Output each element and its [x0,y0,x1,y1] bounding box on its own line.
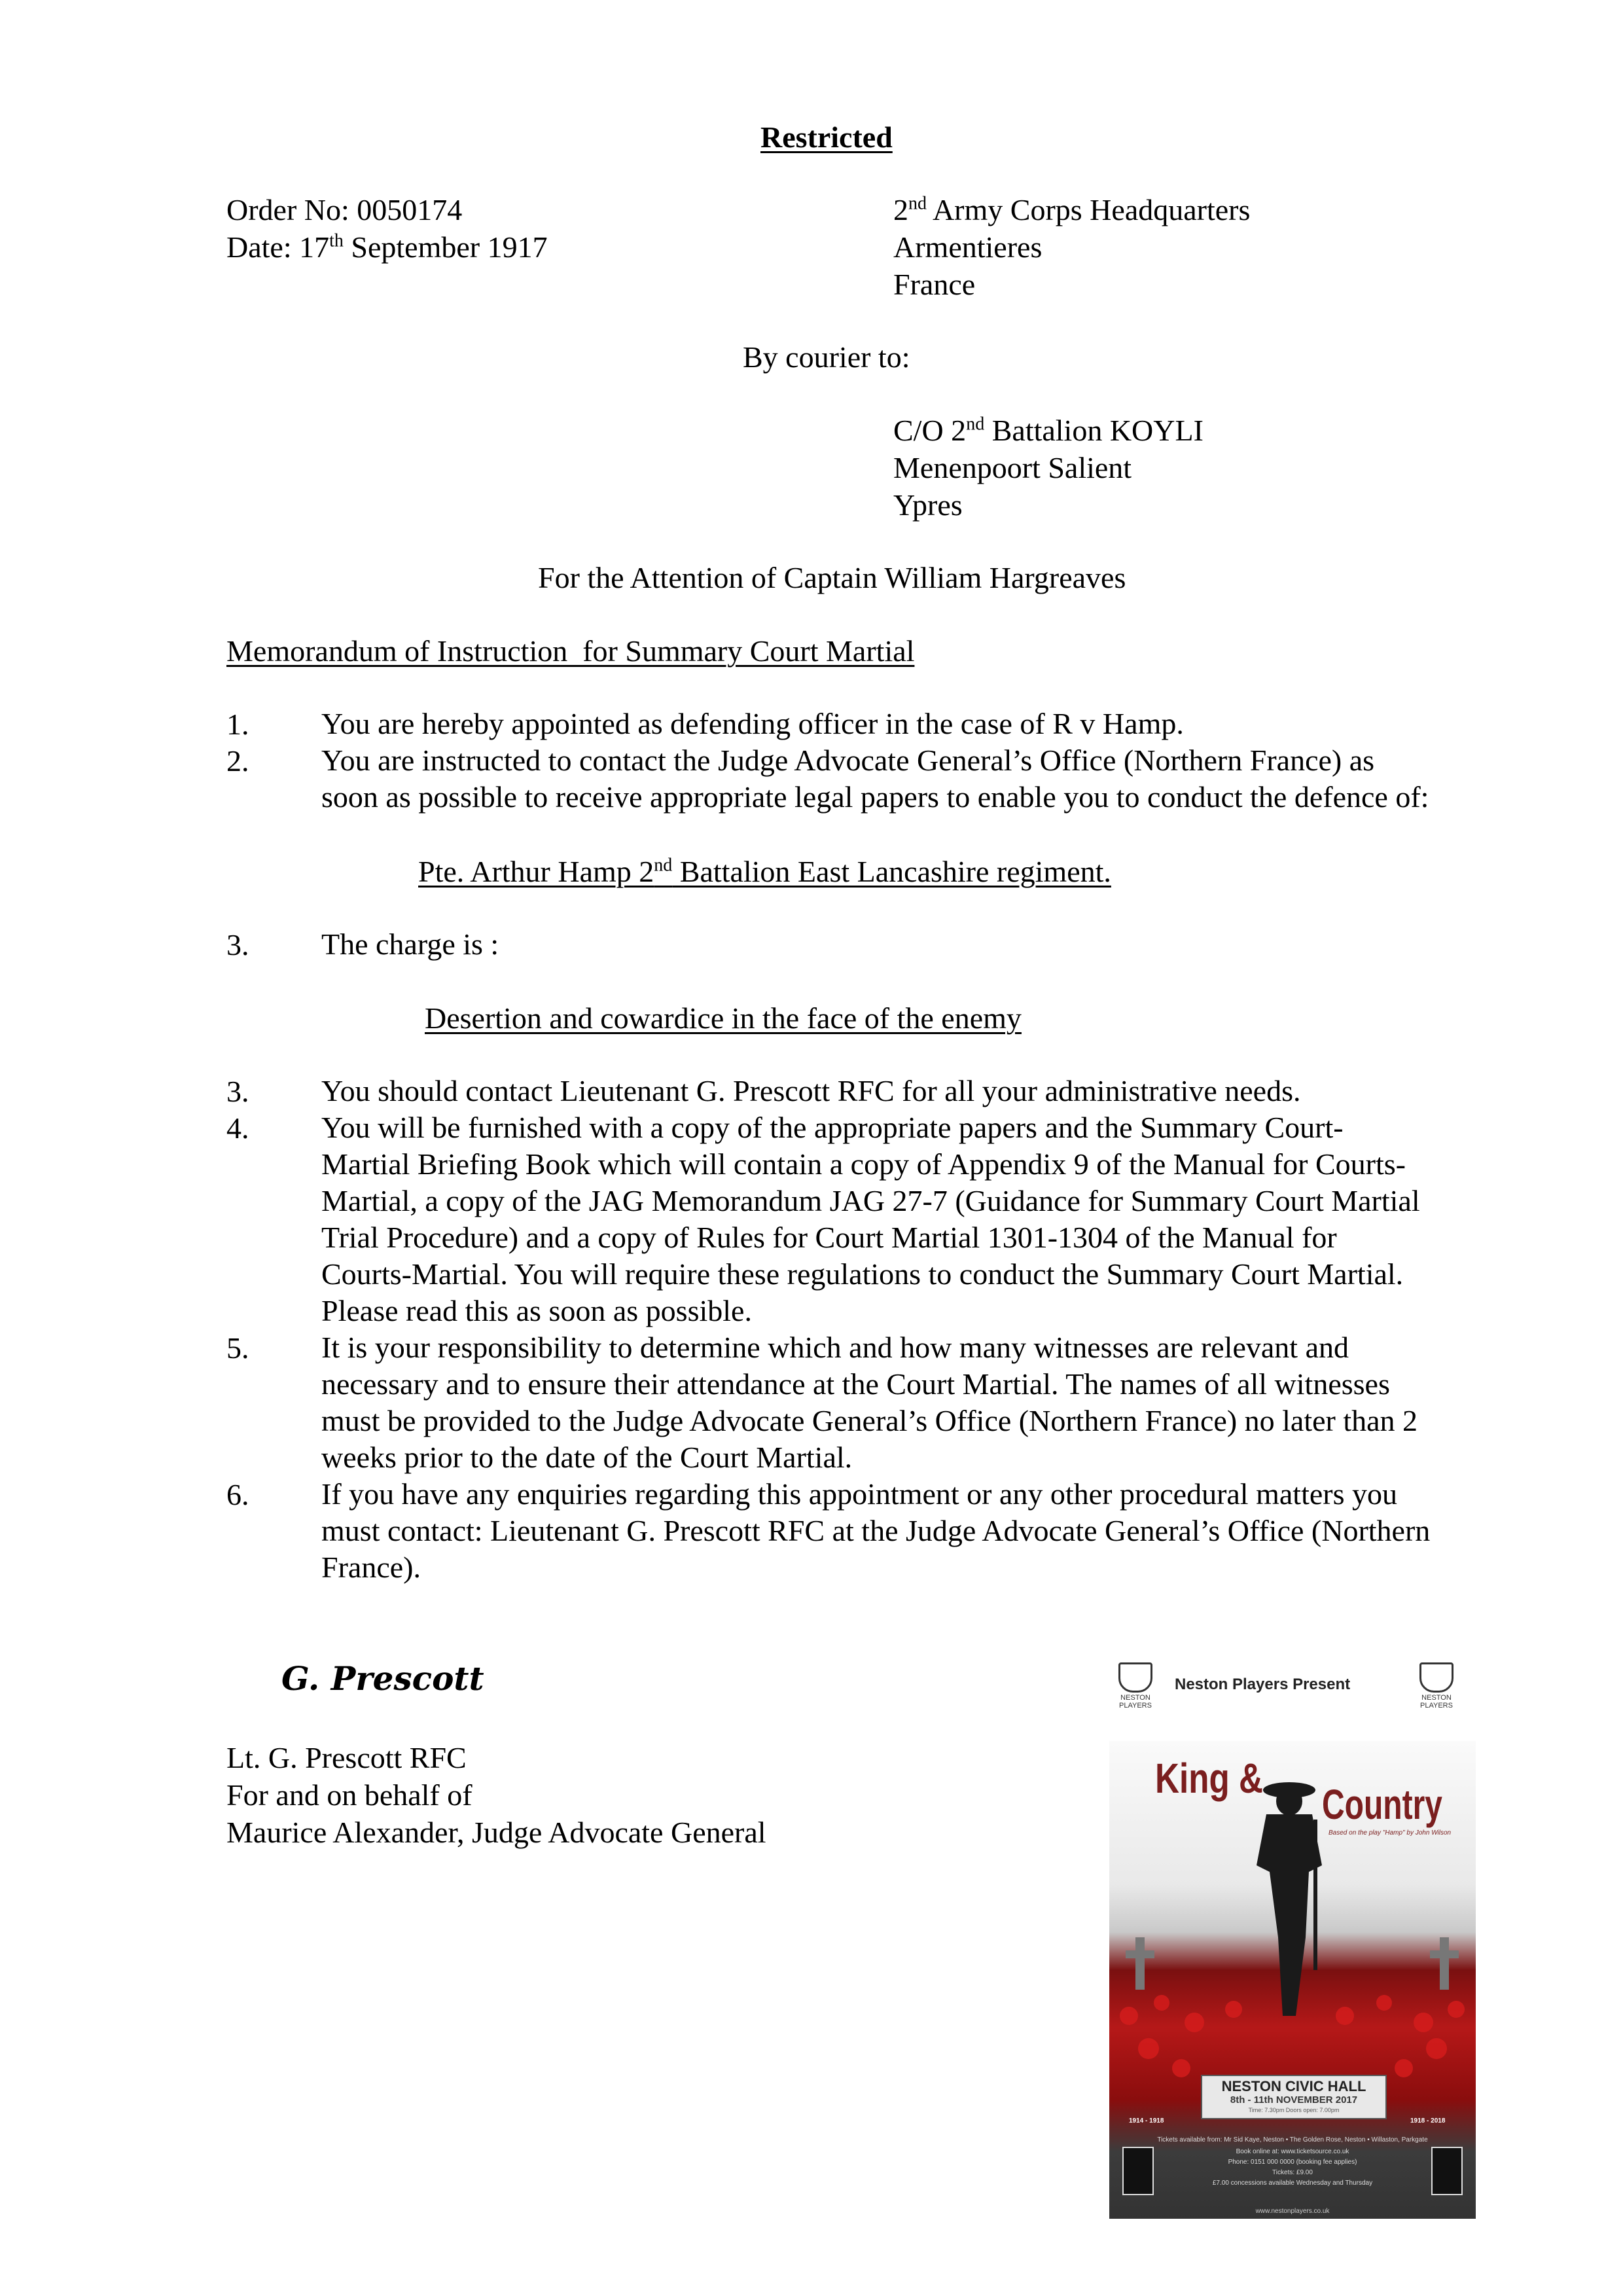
charge-text: Desertion and cowardice in the face of the enemy [425,1001,1022,1035]
memo-title: Memorandum of Instruction for Summary Court Martial [226,634,915,668]
instruction-item-1 [226,706,1437,745]
poster-title-king: King & [1155,1755,1263,1802]
poster-tickets-info: Tickets available from: Mr Sid Kaye, Neston • The Golden Rose, Neston • Willaston, Parkgate [1157,2136,1428,2144]
item-text: It is your responsibility to determine which and how many witnesses are relevant and necessary and to ensure their attendance at the Court Martial. The names of all witnesses must be provided to the Judge Advocate General’s Office (Northern France) no later than 2 weeks prior to the date of the Court Martial. [321,1331,1418,1474]
recipient-address [893,412,1204,524]
poster-price: Tickets: £9.00 [1272,2169,1313,2176]
item-number: 2. [226,744,249,778]
poster-times: Time: 7.30pm Doors open: 7.00pm [1248,2107,1340,2113]
poster-website: www.nestonplayers.co.uk [1255,2208,1330,2215]
charge-item [226,926,1437,965]
poster-years-left: 1914 - 1918 [1129,2117,1164,2125]
item-text: You are instructed to contact the Judge Advocate General’s Office (Northern France) as soon as possible to receive appropriate legal papers to enable you to conduct the defence of: [321,744,1429,814]
poster-online: Book online at: www.ticketsource.co.uk [1236,2148,1349,2155]
order-date: Date: 17th September 1917 [226,230,548,264]
signatory-principal: Maurice Alexander, Judge Advocate General [226,1816,766,1849]
poster-venue: NESTON CIVIC HALL [1221,2078,1366,2094]
instruction-item-3 [226,1073,1437,1112]
sender-address [893,191,1250,303]
recipient-address-line-2: Menenpoort Salient [893,451,1132,484]
poster-phone: Phone: 0151 000 0000 (booking fee applies) [1228,2159,1357,2166]
recipient-address-line-1: C/O 2nd Battalion KOYLI [893,414,1204,447]
poster-presenter: Neston Players Present [1175,1676,1351,1693]
poster-artwork [1109,1741,1476,2219]
theatre-mask-icon: NESTON PLAYERS [1417,1662,1456,1715]
courier-line: By courier to: [743,340,910,374]
item-text: The charge is : [321,927,499,961]
item-text: You will be furnished with a copy of the appropriate papers and the Summary Court- Martial Briefing Book which will contain a copy of Appendix 9 of the Manual for Courts-Martial, a copy of the JAG Memorandum JAG 27-7 (Guidance for Summary Court Martial Trial Procedure) and a copy of Rules for Court Martial 1301-1304 of the Manual for Courts-Martial. You will require these regulations to conduct the Summary Court Martial. Please read this as soon as possible. [321,1111,1420,1327]
instruction-item-6 [226,1476,1437,1594]
poster-dates: 8th - 11th NOVEMBER 2017 [1230,2094,1358,2106]
item-text: If you have any enquiries regarding this appointment or any other procedural matters you must contact: Lieutenant G. Prescott RFC at the Judge Advocate General’s Office (Northern France). [321,1477,1431,1584]
theatre-mask-icon: NESTON PLAYERS [1116,1662,1155,1715]
classification-heading: Restricted [760,120,893,154]
item-number: 5. [226,1331,249,1365]
poster-years-right: 1918 - 2018 [1410,2117,1446,2125]
event-poster [1109,1656,1476,2219]
sender-address-line-2: Armentieres [893,230,1043,264]
item-text: You are hereby appointed as defending officer in the case of R v Hamp. [321,707,1184,740]
instruction-item-2 [226,742,1437,821]
instruction-item-4 [226,1109,1437,1332]
poster-venue-box [1201,2075,1387,2119]
order-number: Order No: 0050174 [226,193,463,226]
handwritten-signature: G. Prescott [281,1659,484,1698]
item-number: 3. [226,928,249,961]
order-block [226,191,548,266]
sender-address-line-1: 2nd Army Corps Headquarters [893,193,1251,226]
recipient-address-line-3: Ypres [893,488,963,522]
sender-address-line-3: France [893,268,976,301]
defendant-name: Pte. Arthur Hamp 2nd Battalion East Lancashire regiment. [418,855,1111,888]
signature-block [226,1739,766,1851]
poster-title-country: Country [1322,1781,1442,1828]
poster-concessions: £7.00 concessions available Wednesday and Thursday [1212,2179,1373,2187]
item-number: 4. [226,1111,249,1145]
poster-header [1109,1656,1476,1734]
instruction-item-5 [226,1329,1437,1480]
item-number: 1. [226,708,249,741]
item-number: 3. [226,1075,249,1108]
poster-subtitle: Based on the play "Hamp" by John Wilson [1329,1829,1452,1837]
item-number: 6. [226,1478,249,1511]
attention-line: For the Attention of Captain William Hargreaves [538,561,1126,594]
signatory-behalf: For and on behalf of [226,1778,473,1812]
signatory-name: Lt. G. Prescott RFC [226,1741,467,1774]
item-text: You should contact Lieutenant G. Prescott RFC for all your administrative needs. [321,1074,1301,1107]
